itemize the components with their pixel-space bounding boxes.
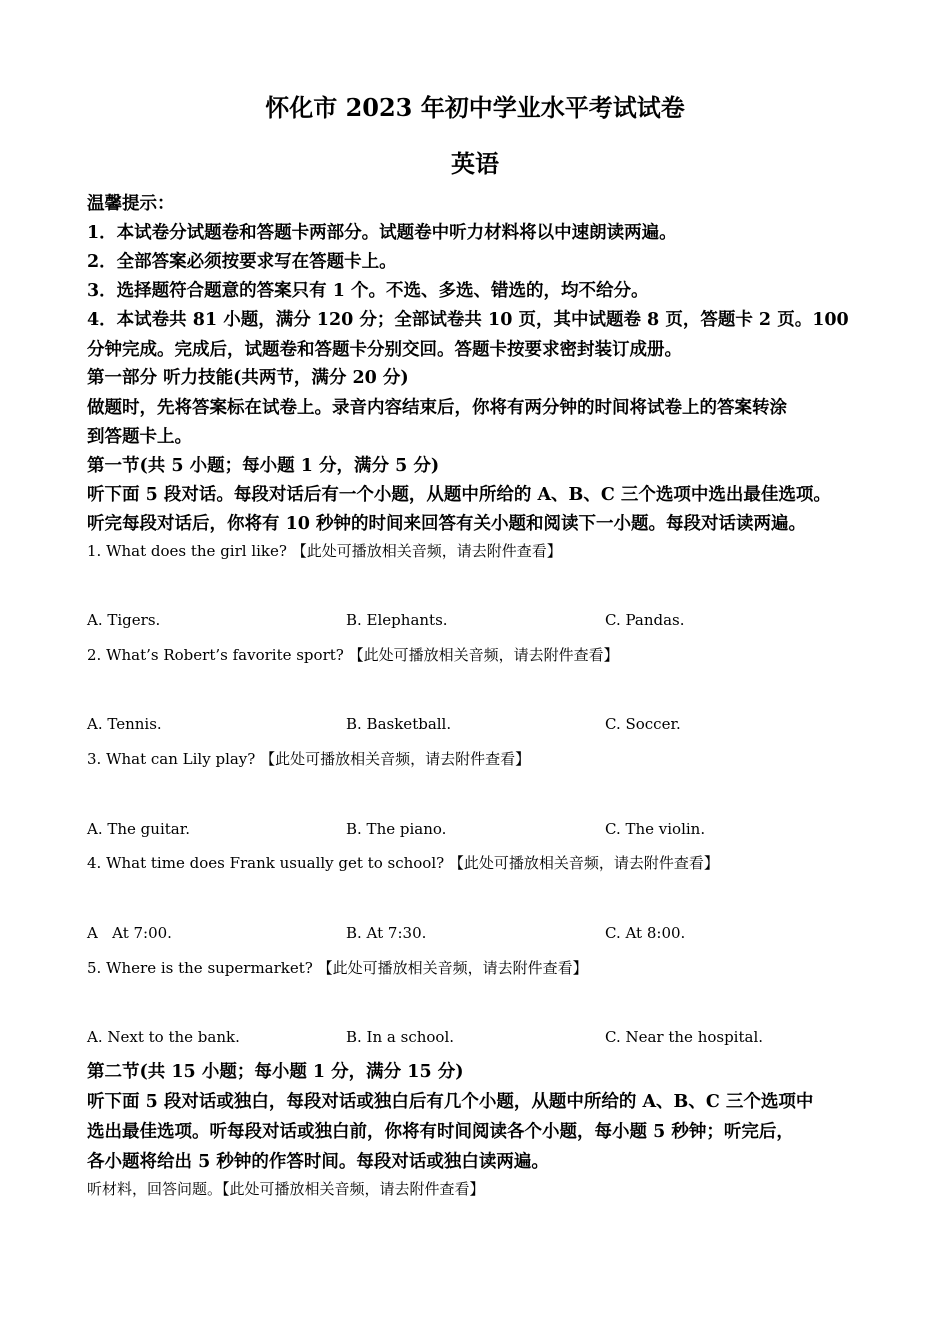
q2-option-b: B. Basketball. bbox=[346, 715, 452, 733]
question-4: 4. What time does Frank usually get to school? 【此处可播放相关音频，请去附件查看】 bbox=[87, 854, 719, 872]
page-title: 怀化市 2023 年初中学业水平考试试卷 bbox=[265, 93, 685, 122]
q5-option-c: C. Near the hospital. bbox=[605, 1028, 764, 1046]
tip-item-4: 4．本试卷共 81 小题，满分 120 分；全部试卷共 10 页，其中试题卷 8 页，答题卡 2 页。100 bbox=[87, 310, 849, 330]
q2-option-a: A. Tennis. bbox=[87, 715, 162, 733]
tip-item-3: 3．选择题符合题意的答案只有 1 个。不选、多选、错选的，均不给分。 bbox=[87, 281, 649, 301]
tip-item-1: 1．本试卷分试题卷和答题卡两部分。试题卷中听力材料将以中速朗读两遍。 bbox=[87, 223, 677, 243]
q3-option-c: C. The violin. bbox=[605, 820, 706, 838]
question-1: 1. What does the girl like? 【此处可播放相关音频，请去附件查看】 bbox=[87, 542, 562, 560]
section2-prompt: 听材料，回答问题。【此处可播放相关音频，请去附件查看】 bbox=[87, 1180, 485, 1198]
q4-option-a: A At 7:00. bbox=[87, 924, 172, 942]
q2-option-c: C. Soccer. bbox=[605, 715, 681, 733]
question-3: 3. What can Lily play? 【此处可播放相关音频，请去附件查看】 bbox=[87, 750, 531, 768]
question-2: 2. What’s Robert’s favorite sport? 【此处可播放相关音频，请去附件查看】 bbox=[87, 646, 619, 664]
q1-option-a: A. Tigers. bbox=[87, 611, 161, 629]
part1-instruction-1: 做题时，先将答案标在试卷上。录音内容结束后，你将有两分钟的时间将试卷上的答案转涂 bbox=[87, 398, 787, 418]
q1-option-b: B. Elephants. bbox=[346, 611, 448, 629]
tip-item-2: 2．全部答案必须按要求写在答题卡上。 bbox=[87, 252, 397, 272]
q5-option-a: A. Next to the bank. bbox=[87, 1028, 240, 1046]
part1-heading: 第一部分 听力技能(共两节，满分 20 分) bbox=[87, 368, 409, 388]
q1-option-c: C. Pandas. bbox=[605, 611, 685, 629]
q4-option-c: C. At 8:00. bbox=[605, 924, 686, 942]
section1-instruction-1: 听下面 5 段对话。每段对话后有一个小题，从题中所给的 A、B、C 三个选项中选出最佳选项。 bbox=[87, 485, 831, 505]
section2-heading: 第二节(共 15 小题；每小题 1 分，满分 15 分) bbox=[87, 1062, 464, 1082]
question-5: 5. Where is the supermarket? 【此处可播放相关音频，请去附件查看】 bbox=[87, 959, 588, 977]
tips-heading: 温馨提示： bbox=[87, 194, 175, 214]
section1-heading: 第一节(共 5 小题；每小题 1 分，满分 5 分) bbox=[87, 456, 440, 476]
section2-instruction-1: 听下面 5 段对话或独白，每段对话或独白后有几个小题，从题中所给的 A、B、C 三个选项中 bbox=[87, 1092, 814, 1112]
q3-option-b: B. The piano. bbox=[346, 820, 447, 838]
q4-option-b: B. At 7:30. bbox=[346, 924, 427, 942]
part1-instruction-2: 到答题卡上。 bbox=[87, 427, 192, 447]
q5-option-b: B. In a school. bbox=[346, 1028, 455, 1046]
q3-option-a: A. The guitar. bbox=[87, 820, 191, 838]
section2-instruction-3: 各小题将给出 5 秒钟的作答时间。每段对话或独白读两遍。 bbox=[87, 1152, 549, 1172]
tip-item-4-cont: 分钟完成。完成后，试题卷和答题卡分别交回。答题卡按要求密封装订成册。 bbox=[87, 340, 682, 360]
section2-instruction-2: 选出最佳选项。听每段对话或独白前，你将有时间阅读各个小题，每小题 5 秒钟；听完后， bbox=[87, 1122, 794, 1142]
section1-instruction-2: 听完每段对话后，你将有 10 秒钟的时间来回答有关小题和阅读下一小题。每段对话读两遍。 bbox=[87, 514, 807, 534]
subject-title: 英语 bbox=[451, 149, 499, 178]
